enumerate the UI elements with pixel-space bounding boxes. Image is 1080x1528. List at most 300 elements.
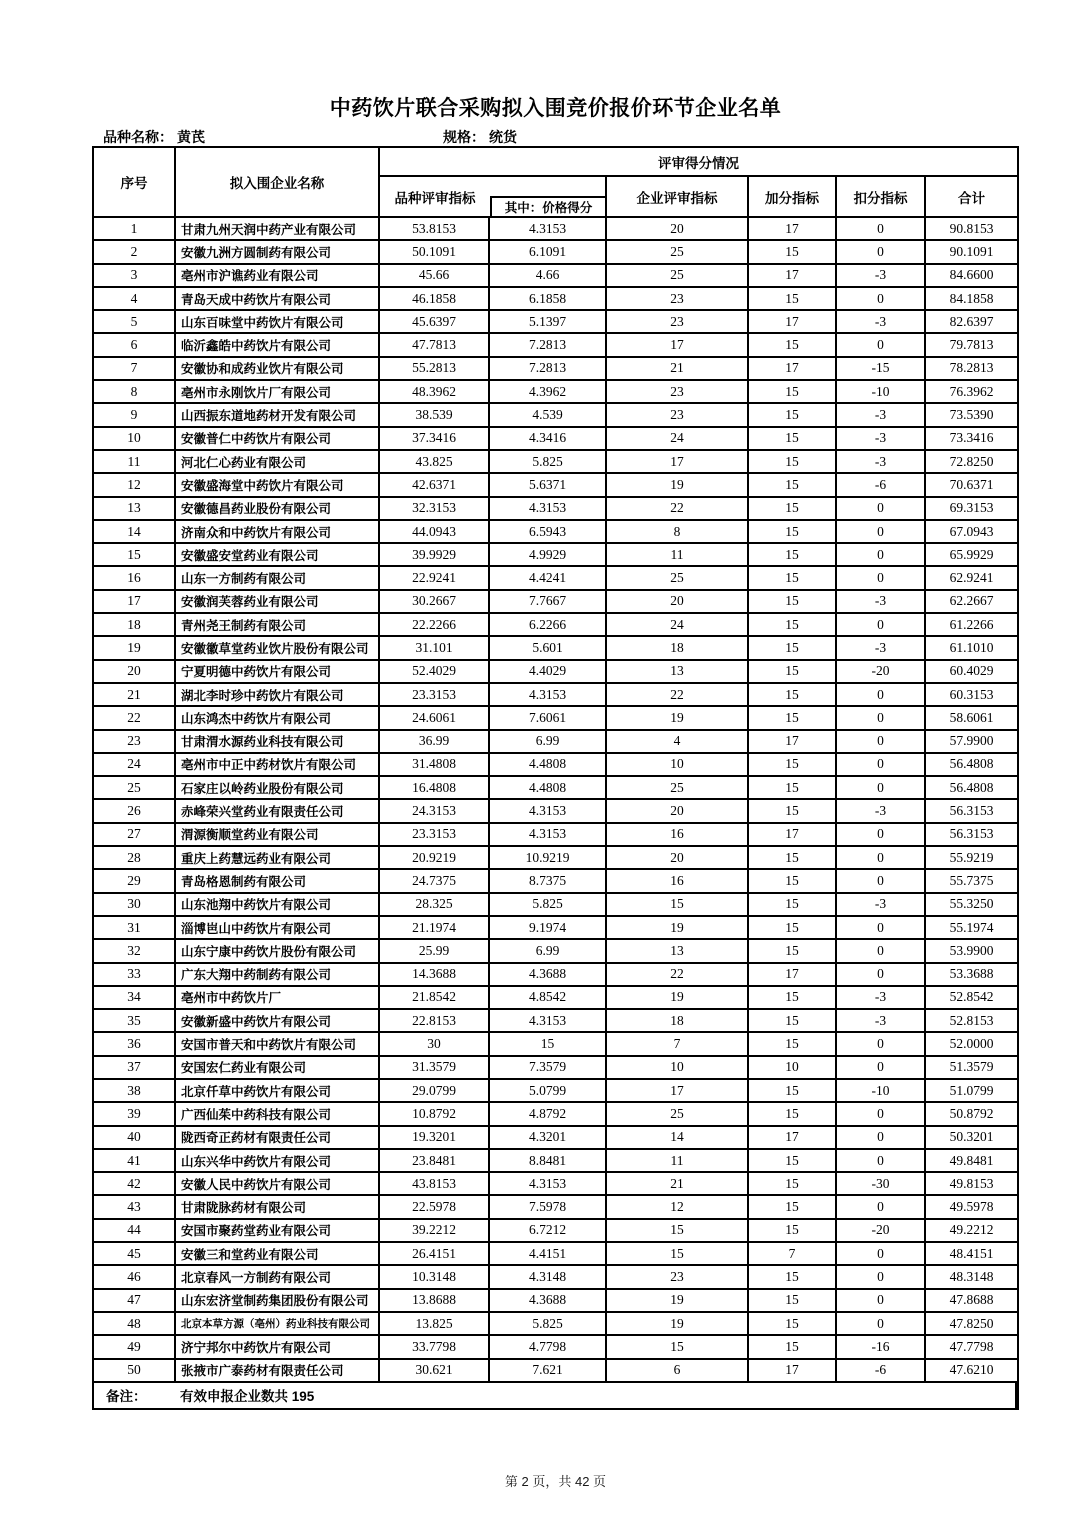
price-score-cell: 4.3688 [490,1290,607,1313]
company-name-cell: 渭源衡顺堂药业有限公司 [176,824,380,847]
enterprise-score-cell: 11 [607,544,749,567]
remark-row [94,1383,1017,1408]
bonus-score-cell: 15 [749,661,837,684]
bonus-score-cell: 15 [749,474,837,497]
price-score-cell: 4.539 [490,404,607,427]
bonus-score-cell: 17 [749,218,837,241]
total-score-cell: 55.1974 [926,917,1017,940]
seq-cell: 37 [94,1057,176,1080]
enterprise-score-cell: 20 [607,591,749,614]
company-name-cell: 济南众和中药饮片有限公司 [176,521,380,544]
seq-cell: 1 [94,218,176,241]
company-name-cell: 安徽徽草堂药业饮片股份有限公司 [176,637,380,660]
deduction-score-cell: -20 [837,1220,926,1243]
total-score-cell: 55.7375 [926,870,1017,893]
seq-cell: 11 [94,451,176,474]
company-name-cell: 广东大翔中药制药有限公司 [176,964,380,987]
bonus-score-cell: 17 [749,311,837,334]
header-enterprise-score: 企业评审指标 [607,177,749,218]
deduction-score-cell: 0 [837,1243,926,1266]
header-price-subscore: 其中：价格得分 [490,196,607,218]
deduction-score-cell: -3 [837,311,926,334]
price-score-cell: 4.3201 [490,1127,607,1150]
enterprise-score-cell: 25 [607,241,749,264]
deduction-score-cell: 0 [837,707,926,730]
variety-score-cell: 55.2813 [380,358,490,381]
seq-cell: 44 [94,1220,176,1243]
price-score-cell: 15 [490,1033,607,1056]
deduction-score-cell: 0 [837,824,926,847]
seq-cell: 25 [94,777,176,800]
deduction-score-cell: 0 [837,614,926,637]
company-name-cell: 安国市聚药堂药业有限公司 [176,1220,380,1243]
enterprise-score-cell: 20 [607,800,749,823]
bonus-score-cell: 15 [749,987,837,1010]
total-score-cell: 48.3148 [926,1266,1017,1289]
total-score-cell: 60.3153 [926,684,1017,707]
seq-cell: 16 [94,567,176,590]
enterprise-score-cell: 17 [607,334,749,357]
company-name-cell: 安徽新盛中药饮片有限公司 [176,1010,380,1033]
bonus-score-cell: 15 [749,404,837,427]
seq-cell: 43 [94,1196,176,1219]
total-score-cell: 79.7813 [926,334,1017,357]
deduction-score-cell: 0 [837,1266,926,1289]
total-score-cell: 49.2212 [926,1220,1017,1243]
remark-value: 有效申报企业数共 195 [180,1389,315,1405]
variety-score-cell: 48.3962 [380,381,490,404]
seq-cell: 35 [94,1010,176,1033]
seq-cell: 38 [94,1080,176,1103]
bonus-score-cell: 15 [749,1150,837,1173]
bonus-score-cell: 15 [749,521,837,544]
bonus-score-cell: 15 [749,684,837,707]
enterprise-score-cell: 8 [607,521,749,544]
enterprise-score-cell: 25 [607,1103,749,1126]
company-name-cell: 临沂鑫皓中药饮片有限公司 [176,334,380,357]
company-name-cell: 山东一方制药有限公司 [176,567,380,590]
deduction-score-cell: 0 [837,1290,926,1313]
deduction-score-cell: 0 [837,288,926,311]
seq-cell: 10 [94,428,176,451]
company-name-cell: 甘肃陇脉药材有限公司 [176,1196,380,1219]
seq-cell: 36 [94,1033,176,1056]
header-bonus-score: 加分指标 [749,177,837,218]
header-seq: 序号 [94,148,176,218]
variety-score-cell: 33.7798 [380,1336,490,1359]
deduction-score-cell: 0 [837,1313,926,1336]
bonus-score-cell: 15 [749,241,837,264]
price-score-cell: 5.1397 [490,311,607,334]
bonus-score-cell: 15 [749,1196,837,1219]
deduction-score-cell: 0 [837,777,926,800]
enterprise-score-cell: 18 [607,637,749,660]
company-name-cell: 安国市普天和中药饮片有限公司 [176,1033,380,1056]
price-score-cell: 4.3153 [490,800,607,823]
price-score-cell: 5.825 [490,894,607,917]
total-score-cell: 57.9900 [926,731,1017,754]
bonus-score-cell: 15 [749,591,837,614]
company-score-table [92,146,1019,1410]
enterprise-score-cell: 21 [607,358,749,381]
bonus-score-cell: 10 [749,1057,837,1080]
price-score-cell: 4.3153 [490,824,607,847]
deduction-score-cell: 0 [837,544,926,567]
company-name-cell: 青岛天成中药饮片有限公司 [176,288,380,311]
company-name-cell: 济宁邦尔中药饮片有限公司 [176,1336,380,1359]
company-name-cell: 赤峰荣兴堂药业有限责任公司 [176,800,380,823]
company-name-cell: 山东兴华中药饮片有限公司 [176,1150,380,1173]
price-score-cell: 4.4808 [490,754,607,777]
bonus-score-cell: 15 [749,334,837,357]
variety-score-cell: 19.3201 [380,1127,490,1150]
deduction-score-cell: -20 [837,661,926,684]
page-title: 中药饮片联合采购拟入围竞价报价环节企业名单 [329,97,782,120]
price-score-cell: 6.99 [490,731,607,754]
company-name-cell: 安徽盛海堂中药饮片有限公司 [176,474,380,497]
enterprise-score-cell: 12 [607,1196,749,1219]
total-score-cell: 49.8481 [926,1150,1017,1173]
bonus-score-cell: 15 [749,567,837,590]
price-score-cell: 7.5978 [490,1196,607,1219]
total-score-cell: 61.2266 [926,614,1017,637]
price-score-cell: 4.3153 [490,1010,607,1033]
header-deduction-score: 扣分指标 [837,177,926,218]
header-spacer [490,177,607,196]
bonus-score-cell: 17 [749,265,837,288]
deduction-score-cell: 0 [837,684,926,707]
enterprise-score-cell: 24 [607,428,749,451]
total-score-cell: 56.3153 [926,800,1017,823]
total-score-cell: 52.8153 [926,1010,1017,1033]
enterprise-score-cell: 23 [607,404,749,427]
company-name-cell: 青岛格恩制药有限公司 [176,870,380,893]
company-name-cell: 淄博岜山中药饮片有限公司 [176,917,380,940]
variety-score-cell: 20.9219 [380,847,490,870]
price-score-cell: 8.8481 [490,1150,607,1173]
enterprise-score-cell: 11 [607,1150,749,1173]
seq-cell: 23 [94,731,176,754]
total-score-cell: 73.3416 [926,428,1017,451]
price-score-cell: 7.6061 [490,707,607,730]
total-score-cell: 55.9219 [926,847,1017,870]
bonus-score-cell: 15 [749,288,837,311]
enterprise-score-cell: 24 [607,614,749,637]
company-name-cell: 重庆上药慧远药业有限公司 [176,847,380,870]
deduction-score-cell: 0 [837,964,926,987]
company-name-cell: 山西振东道地药材开发有限公司 [176,404,380,427]
meta-line [92,127,1019,147]
enterprise-score-cell: 10 [607,754,749,777]
price-score-cell: 5.6371 [490,474,607,497]
seq-cell: 6 [94,334,176,357]
company-name-cell: 甘肃九州天润中药产业有限公司 [176,218,380,241]
price-score-cell: 6.1858 [490,288,607,311]
variety-score-cell: 32.3153 [380,498,490,521]
total-score-cell: 60.4029 [926,661,1017,684]
price-score-cell: 4.9929 [490,544,607,567]
seq-cell: 26 [94,800,176,823]
variety-score-cell: 23.3153 [380,824,490,847]
company-name-cell: 宁夏明德中药饮片有限公司 [176,661,380,684]
company-name-cell: 陇西奇正药材有限责任公司 [176,1127,380,1150]
deduction-score-cell: -3 [837,428,926,451]
bonus-score-cell: 15 [749,1080,837,1103]
company-name-cell: 石家庄以岭药业股份有限公司 [176,777,380,800]
total-score-cell: 56.4808 [926,777,1017,800]
total-score-cell: 78.2813 [926,358,1017,381]
total-score-cell: 84.1858 [926,288,1017,311]
enterprise-score-cell: 23 [607,1266,749,1289]
seq-cell: 15 [94,544,176,567]
seq-cell: 3 [94,265,176,288]
bonus-score-cell: 7 [749,1243,837,1266]
bonus-score-cell: 15 [749,381,837,404]
deduction-score-cell: -3 [837,591,926,614]
variety-score-cell: 24.3153 [380,800,490,823]
seq-cell: 45 [94,1243,176,1266]
variety-score-cell: 31.3579 [380,1057,490,1080]
total-score-cell: 67.0943 [926,521,1017,544]
price-score-cell: 8.7375 [490,870,607,893]
deduction-score-cell: -10 [837,1080,926,1103]
total-score-cell: 62.2667 [926,591,1017,614]
bonus-score-cell: 15 [749,1290,837,1313]
price-score-cell: 4.66 [490,265,607,288]
enterprise-score-cell: 23 [607,311,749,334]
total-score-cell: 90.8153 [926,218,1017,241]
seq-cell: 30 [94,894,176,917]
seq-cell: 34 [94,987,176,1010]
total-score-cell: 84.6600 [926,265,1017,288]
total-score-cell: 61.1010 [926,637,1017,660]
variety-score-cell: 46.1858 [380,288,490,311]
total-score-cell: 58.6061 [926,707,1017,730]
company-name-cell: 安徽普仁中药饮片有限公司 [176,428,380,451]
deduction-score-cell: -3 [837,800,926,823]
total-score-cell: 53.3688 [926,964,1017,987]
deduction-score-cell: -3 [837,451,926,474]
company-name-cell: 甘肃渭水源药业科技有限公司 [176,731,380,754]
variety-score-cell: 45.66 [380,265,490,288]
deduction-score-cell: 0 [837,1033,926,1056]
variety-score-cell: 29.0799 [380,1080,490,1103]
price-score-cell: 4.3148 [490,1266,607,1289]
deduction-score-cell: 0 [837,1127,926,1150]
company-name-cell: 山东鸿杰中药饮片有限公司 [176,707,380,730]
enterprise-score-cell: 13 [607,940,749,963]
variety-score-cell: 23.3153 [380,684,490,707]
seq-cell: 2 [94,241,176,264]
variety-score-cell: 43.825 [380,451,490,474]
price-score-cell: 6.1091 [490,241,607,264]
variety-score-cell: 39.2212 [380,1220,490,1243]
variety-score-cell: 43.8153 [380,1173,490,1196]
header-variety-score: 品种评审指标 [380,177,490,218]
enterprise-score-cell: 19 [607,474,749,497]
bonus-score-cell: 15 [749,800,837,823]
seq-cell: 18 [94,614,176,637]
company-name-cell: 亳州市沪谯药业有限公司 [176,265,380,288]
bonus-score-cell: 15 [749,754,837,777]
enterprise-score-cell: 15 [607,894,749,917]
seq-cell: 31 [94,917,176,940]
total-score-cell: 90.1091 [926,241,1017,264]
seq-cell: 33 [94,964,176,987]
company-name-cell: 北京仟草中药饮片有限公司 [176,1080,380,1103]
spec-label: 规格： [443,129,485,145]
company-name-cell: 安徽润芙蓉药业有限公司 [176,591,380,614]
bonus-score-cell: 15 [749,1220,837,1243]
enterprise-score-cell: 14 [607,1127,749,1150]
total-score-cell: 52.0000 [926,1033,1017,1056]
seq-cell: 32 [94,940,176,963]
bonus-score-cell: 15 [749,1336,837,1359]
enterprise-score-cell: 17 [607,451,749,474]
price-score-cell: 7.3579 [490,1057,607,1080]
price-score-cell: 4.4808 [490,777,607,800]
total-score-cell: 50.8792 [926,1103,1017,1126]
variety-score-cell: 26.4151 [380,1243,490,1266]
enterprise-score-cell: 10 [607,1057,749,1080]
deduction-score-cell: 0 [837,218,926,241]
seq-cell: 29 [94,870,176,893]
enterprise-score-cell: 13 [607,661,749,684]
total-score-cell: 50.3201 [926,1127,1017,1150]
seq-cell: 50 [94,1360,176,1383]
variety-score-cell: 22.8153 [380,1010,490,1033]
company-name-cell: 张掖市广泰药材有限责任公司 [176,1360,380,1383]
company-name-cell: 安徽德昌药业股份有限公司 [176,498,380,521]
price-score-cell: 6.5943 [490,521,607,544]
company-name-cell: 湖北李时珍中药饮片有限公司 [176,684,380,707]
total-score-cell: 49.8153 [926,1173,1017,1196]
deduction-score-cell: 0 [837,847,926,870]
bonus-score-cell: 15 [749,894,837,917]
price-score-cell: 7.621 [490,1360,607,1383]
variety-score-cell: 28.325 [380,894,490,917]
bonus-score-cell: 15 [749,777,837,800]
enterprise-score-cell: 19 [607,987,749,1010]
enterprise-score-cell: 15 [607,1220,749,1243]
deduction-score-cell: -3 [837,265,926,288]
deduction-score-cell: -3 [837,404,926,427]
variety-score-cell: 10.8792 [380,1103,490,1126]
enterprise-score-cell: 22 [607,964,749,987]
deduction-score-cell: 0 [837,1057,926,1080]
enterprise-score-cell: 19 [607,1290,749,1313]
enterprise-score-cell: 19 [607,1313,749,1336]
price-score-cell: 4.3153 [490,684,607,707]
seq-cell: 28 [94,847,176,870]
variety-field [103,127,205,147]
enterprise-score-cell: 19 [607,917,749,940]
bonus-score-cell: 17 [749,964,837,987]
price-score-cell: 5.825 [490,1313,607,1336]
enterprise-score-cell: 16 [607,870,749,893]
enterprise-score-cell: 25 [607,265,749,288]
deduction-score-cell: -10 [837,381,926,404]
company-name-cell: 亳州市永刚饮片厂有限公司 [176,381,380,404]
total-score-cell: 56.4808 [926,754,1017,777]
total-score-cell: 70.6371 [926,474,1017,497]
company-name-cell: 广西仙茱中药科技有限公司 [176,1103,380,1126]
total-score-cell: 55.3250 [926,894,1017,917]
price-score-cell: 6.7212 [490,1220,607,1243]
seq-cell: 40 [94,1127,176,1150]
deduction-score-cell: 0 [837,241,926,264]
enterprise-score-cell: 15 [607,1336,749,1359]
deduction-score-cell: 0 [837,870,926,893]
company-name-cell: 北京春风一方制药有限公司 [176,1266,380,1289]
price-score-cell: 5.0799 [490,1080,607,1103]
bonus-score-cell: 17 [749,1127,837,1150]
header-score-group: 评审得分情况 [380,148,1017,177]
variety-score-cell: 45.6397 [380,311,490,334]
header-company-name: 拟入围企业名称 [176,148,380,218]
seq-cell: 27 [94,824,176,847]
price-score-cell: 5.825 [490,451,607,474]
variety-score-cell: 38.539 [380,404,490,427]
bonus-score-cell: 17 [749,1360,837,1383]
enterprise-score-cell: 7 [607,1033,749,1056]
deduction-score-cell: -15 [837,358,926,381]
bonus-score-cell: 15 [749,1010,837,1033]
variety-score-cell: 39.9929 [380,544,490,567]
price-score-cell: 4.7798 [490,1336,607,1359]
bonus-score-cell: 15 [749,498,837,521]
seq-cell: 42 [94,1173,176,1196]
total-score-cell: 52.8542 [926,987,1017,1010]
variety-score-cell: 23.8481 [380,1150,490,1173]
deduction-score-cell: 0 [837,1196,926,1219]
company-name-cell: 安徽协和成药业饮片有限公司 [176,358,380,381]
deduction-score-cell: -3 [837,894,926,917]
bonus-score-cell: 15 [749,870,837,893]
variety-score-cell: 30.621 [380,1360,490,1383]
variety-label: 品种名称： [103,129,173,145]
total-score-cell: 51.3579 [926,1057,1017,1080]
enterprise-score-cell: 18 [607,1010,749,1033]
bonus-score-cell: 17 [749,358,837,381]
seq-cell: 49 [94,1336,176,1359]
variety-score-cell: 22.2266 [380,614,490,637]
deduction-score-cell: -6 [837,474,926,497]
enterprise-score-cell: 25 [607,777,749,800]
page-number: 第 2 页，共 42 页 [504,1474,607,1489]
deduction-score-cell: 0 [837,940,926,963]
bonus-score-cell: 15 [749,1173,837,1196]
price-score-cell: 7.2813 [490,334,607,357]
deduction-score-cell: -6 [837,1360,926,1383]
price-score-cell: 4.8792 [490,1103,607,1126]
seq-cell: 48 [94,1313,176,1336]
total-score-cell: 47.7798 [926,1336,1017,1359]
price-score-cell: 4.3962 [490,381,607,404]
seq-cell: 13 [94,498,176,521]
variety-score-cell: 22.9241 [380,567,490,590]
price-score-cell: 10.9219 [490,847,607,870]
bonus-score-cell: 15 [749,917,837,940]
company-name-cell: 安国宏仁药业有限公司 [176,1057,380,1080]
company-name-cell: 安徽九洲方圆制药有限公司 [176,241,380,264]
seq-cell: 9 [94,404,176,427]
company-name-cell: 山东宏济堂制药集团股份有限公司 [176,1290,380,1313]
deduction-score-cell: -3 [837,987,926,1010]
deduction-score-cell: -16 [837,1336,926,1359]
deduction-score-cell: 0 [837,334,926,357]
seq-cell: 17 [94,591,176,614]
